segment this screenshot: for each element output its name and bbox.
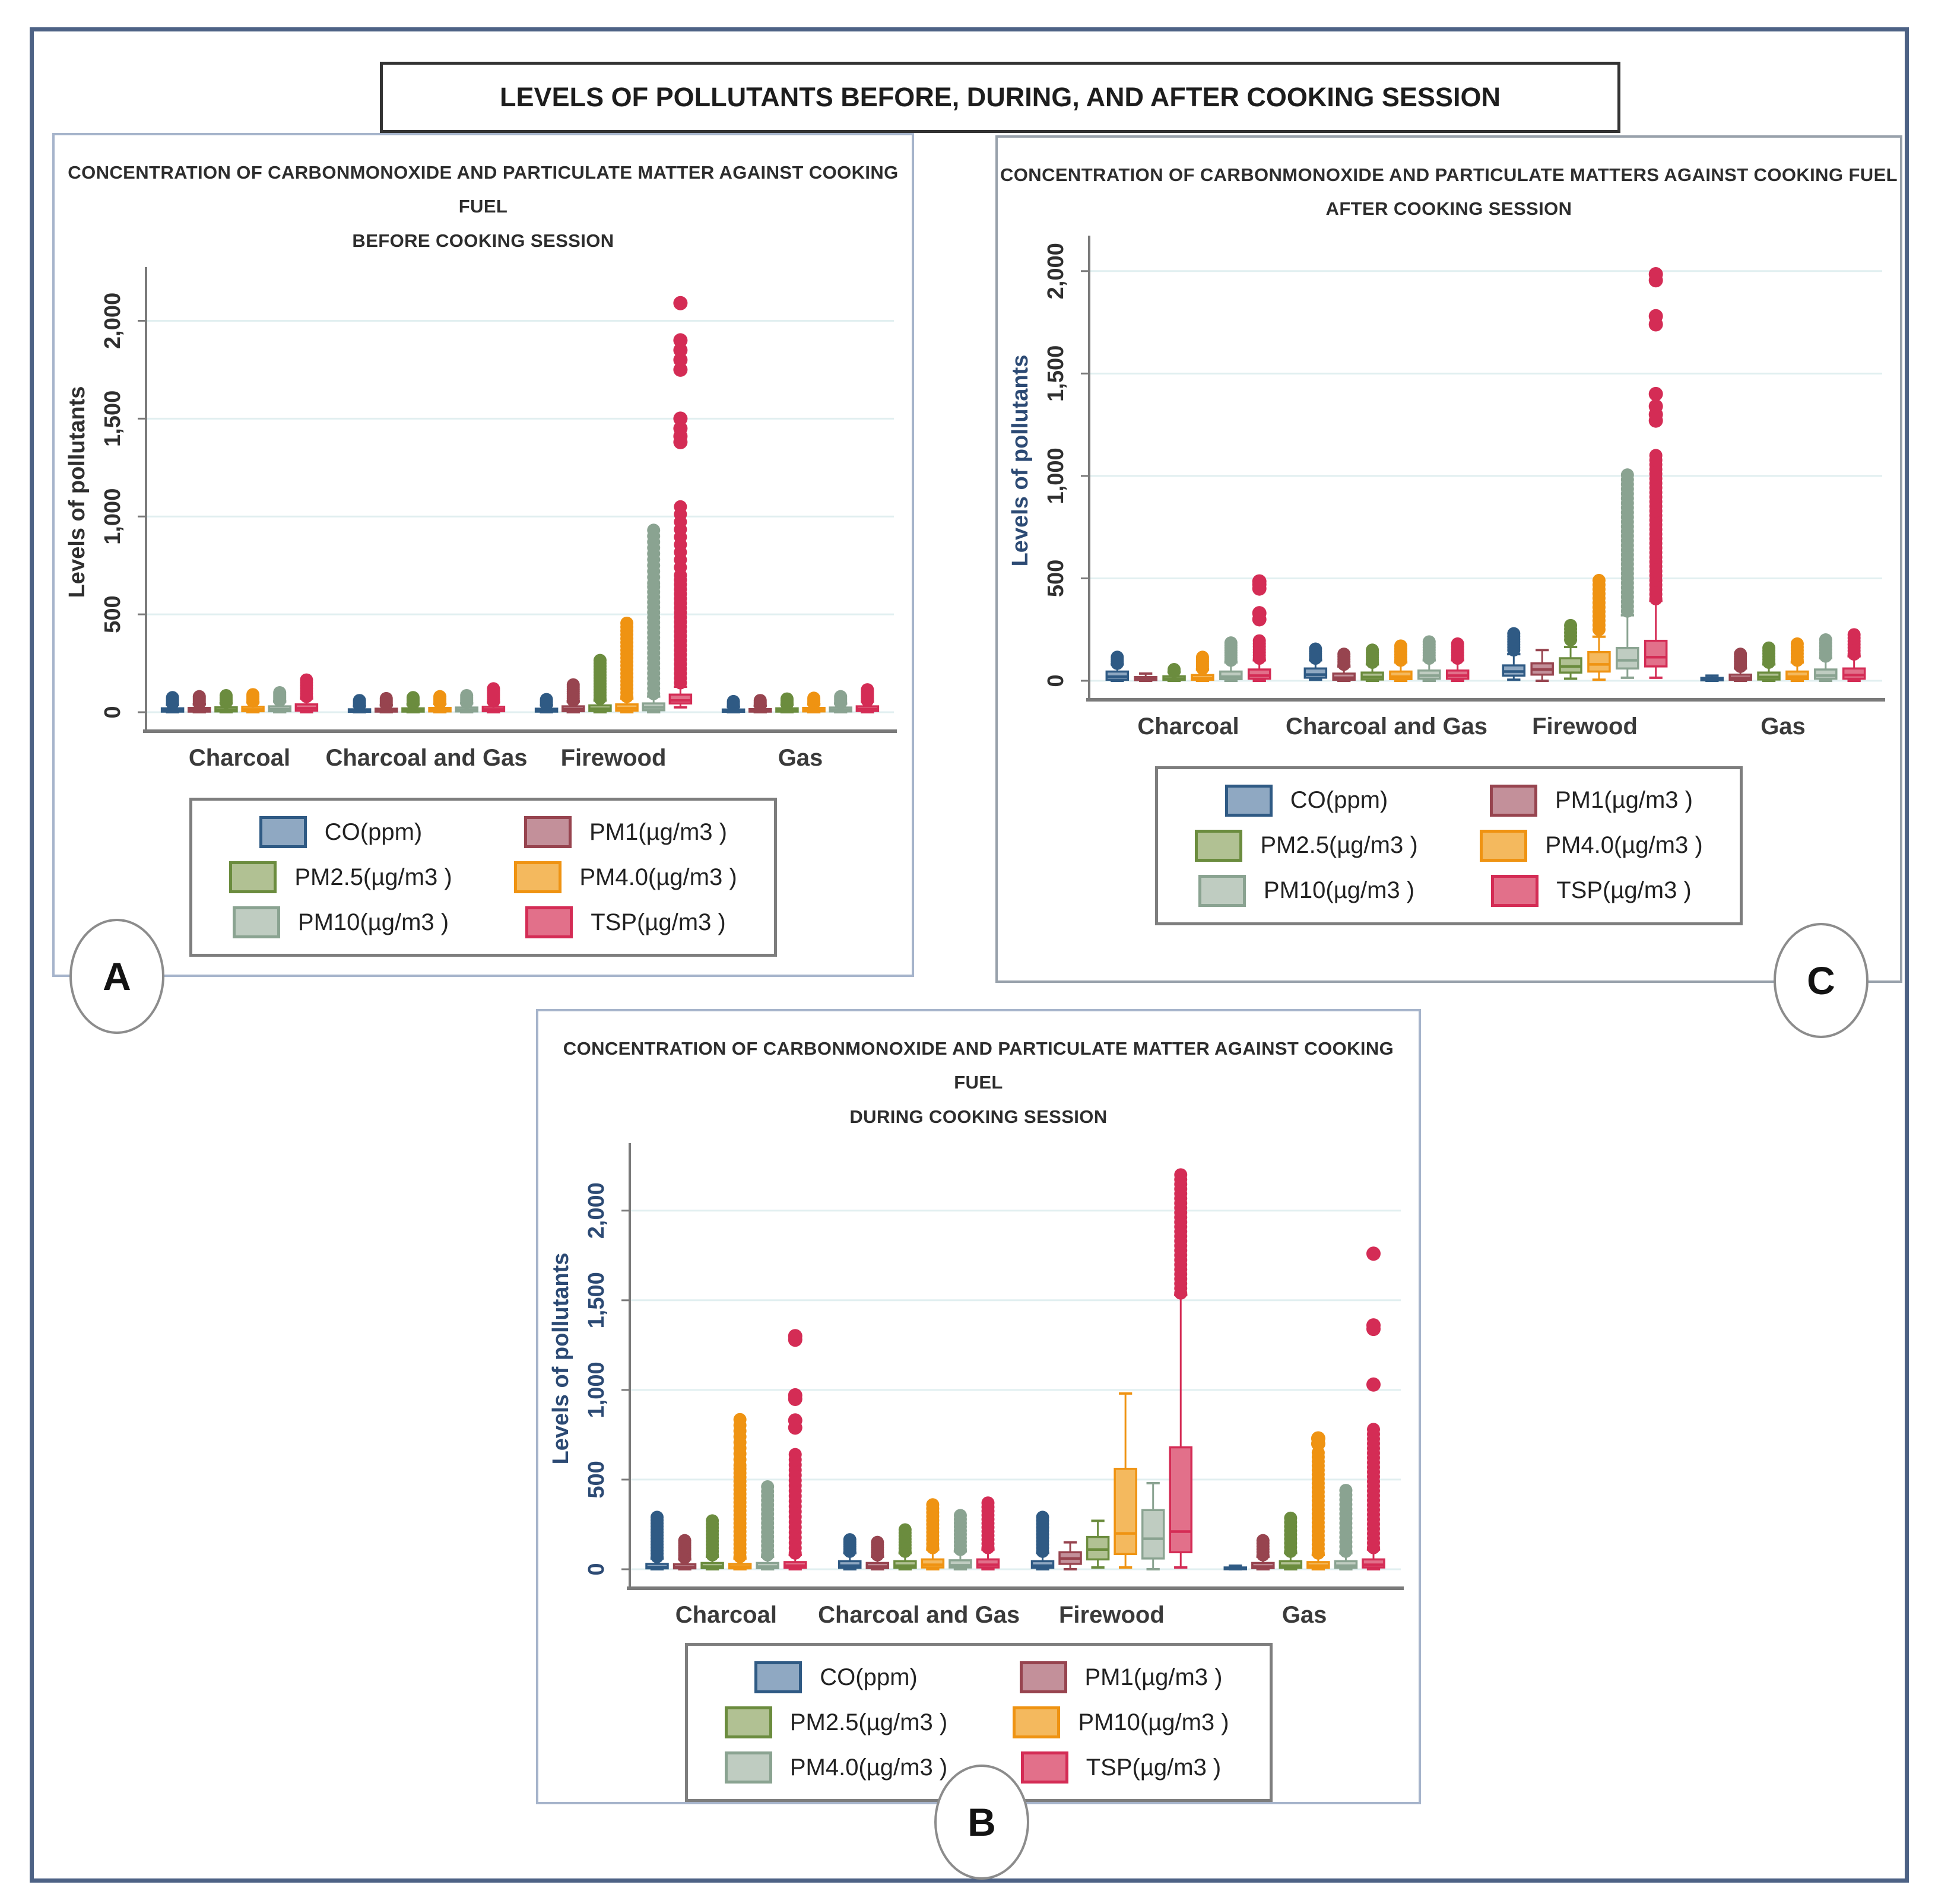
panel-before <box>52 133 914 977</box>
panel-before-title <box>55 156 912 258</box>
boxplot-sage <box>1815 633 1836 681</box>
boxplot-crimson <box>1447 637 1468 681</box>
boxplot-maroon <box>563 678 584 712</box>
boxplot-green <box>1087 1521 1109 1567</box>
boxplot-crimson <box>1645 267 1667 678</box>
legend-label: PM4.0(µg/m3 ) <box>579 864 737 890</box>
boxplot-chart-after <box>1000 226 1898 760</box>
x-category-label: Charcoal and Gas <box>818 1602 1020 1629</box>
legend-after <box>1155 766 1743 925</box>
legend-label: PM2.5(µg/m3 ) <box>1260 832 1418 859</box>
boxplot-sage <box>830 690 851 712</box>
legend-swatch-orange <box>514 861 562 893</box>
legend-label: PM1(µg/m3 ) <box>1084 1664 1223 1690</box>
legend-item <box>991 1661 1252 1693</box>
y-tick-label: 2,000 <box>584 1182 609 1239</box>
legend-item <box>495 861 756 893</box>
boxplot-crimson <box>785 1329 806 1569</box>
panel-badge-c-label: C <box>1807 959 1835 1002</box>
boxplot-orange <box>1115 1394 1136 1567</box>
x-category-label: Charcoal <box>1137 713 1239 740</box>
legend-swatch-blue <box>1225 785 1273 817</box>
boxplot-sage <box>950 1509 971 1569</box>
legend-label: CO(ppm) <box>820 1664 918 1690</box>
boxplot-crimson <box>483 682 504 712</box>
gridlines <box>146 320 894 712</box>
box-group-firewood <box>536 296 691 712</box>
boxplot-maroon <box>189 690 210 712</box>
boxplot-green <box>1560 619 1581 679</box>
boxplot-crimson <box>1170 1168 1191 1567</box>
boxplot-orange <box>616 617 637 712</box>
legend-swatch-sage <box>233 906 280 938</box>
x-category-label: Gas <box>1281 1602 1327 1629</box>
boxplot-crimson <box>1249 574 1270 680</box>
boxplot-green <box>589 654 611 712</box>
boxplot-sage <box>1220 636 1242 681</box>
y-tick-label: 1,000 <box>584 1362 609 1419</box>
panel-after-title-line2: AFTER COOKING SESSION <box>1325 198 1572 220</box>
boxplot-green <box>1163 663 1185 681</box>
legend-label: PM1(µg/m3 ) <box>1555 787 1693 814</box>
boxplot-sage <box>643 523 664 712</box>
x-category-label: Charcoal and Gas <box>325 745 528 772</box>
y-tick-label: 1,000 <box>1043 448 1068 504</box>
panel-after-title <box>1000 158 1898 226</box>
boxplot-blue <box>1701 675 1723 681</box>
boxplot-sage <box>1143 1483 1164 1569</box>
boxplot-maroon <box>1333 648 1354 681</box>
boxplot-maroon <box>1060 1543 1081 1569</box>
legend-item <box>1176 785 1437 817</box>
panel-before-title-line1: CONCENTRATION OF CARBONMONOXIDE AND PARTICULATE MATTER AGAINST COOKING FUEL <box>68 162 899 217</box>
y-tick-label: 2,000 <box>100 292 125 350</box>
legend-item <box>1461 875 1722 907</box>
boxplot-green <box>1758 641 1779 680</box>
boxplot-maroon <box>1135 674 1156 681</box>
panel-badge-b-label: B <box>968 1800 996 1844</box>
boxplot-orange <box>729 1413 751 1569</box>
boxplot-orange <box>1308 1431 1329 1569</box>
panel-badge-a-label: A <box>103 954 131 998</box>
panel-during <box>536 1009 1421 1804</box>
boxplot-green <box>402 691 424 712</box>
boxplot-orange <box>803 691 824 712</box>
boxplot-green <box>776 693 798 712</box>
legend-label: PM10(µg/m3 ) <box>1263 877 1415 904</box>
box-group-firewood <box>1032 1168 1192 1569</box>
y-tick-label: 500 <box>1043 559 1068 597</box>
boxplot-blue <box>1225 1566 1246 1569</box>
panel-badge-c <box>1774 923 1869 1038</box>
legend-item <box>706 1706 967 1738</box>
legend-item <box>1461 785 1722 817</box>
legend-label: TSP(µg/m3 ) <box>1556 877 1692 904</box>
y-axis-title: Levels of pollutants <box>65 386 90 598</box>
x-category-label: Gas <box>1760 713 1806 740</box>
x-category-label: Firewood <box>1532 713 1638 740</box>
panel-during-title-line1: CONCENTRATION OF CARBONMONOXIDE AND PARTICULATE MATTER AGAINST COOKING FUEL <box>563 1038 1394 1093</box>
legend-label: PM4.0(µg/m3 ) <box>1545 832 1703 859</box>
boxplot-orange <box>1192 650 1213 681</box>
legend-swatch-maroon <box>1490 785 1537 817</box>
panel-during-title-line2: DURING COOKING SESSION <box>849 1106 1108 1127</box>
legend-item <box>1461 830 1722 862</box>
boxplot-green <box>1362 643 1383 681</box>
boxplot-orange <box>1588 574 1610 680</box>
panel-badge-a <box>69 919 164 1034</box>
boxplot-chart-during <box>541 1134 1416 1637</box>
boxplot-blue <box>723 695 744 713</box>
boxplot-maroon <box>1730 648 1751 681</box>
y-tick-label: 500 <box>100 595 125 633</box>
legend-item <box>991 1751 1252 1784</box>
legend-swatch-sage <box>1198 875 1246 907</box>
boxplot-crimson <box>977 1496 998 1569</box>
x-category-label: Firewood <box>560 745 667 772</box>
legend-label: CO(ppm) <box>324 818 423 845</box>
boxplot-blue <box>162 691 183 712</box>
y-tick-label: 1,500 <box>584 1272 609 1329</box>
boxplot-blue <box>1305 642 1326 680</box>
y-axis-title: Levels of pollutants <box>548 1252 573 1465</box>
legend-label: PM10(µg/m3 ) <box>1078 1709 1229 1735</box>
boxplot-maroon <box>867 1536 888 1569</box>
boxplot-maroon <box>750 694 771 712</box>
legend-swatch-orange <box>1013 1706 1060 1738</box>
legend-item <box>991 1706 1252 1738</box>
x-category-label: Gas <box>778 745 823 772</box>
legend-swatch-green <box>725 1706 772 1738</box>
box-group-charcoal <box>1106 574 1270 680</box>
panel-after-title-line1: CONCENTRATION OF CARBONMONOXIDE AND PARTICULATE MATTERS AGAINST COOKING FUEL <box>1000 164 1898 185</box>
boxplot-maroon <box>674 1534 696 1569</box>
legend-item <box>495 906 756 938</box>
boxplot-blue <box>1503 627 1524 680</box>
y-axis-ticks <box>1043 243 1089 687</box>
x-category-label: Charcoal <box>675 1602 777 1629</box>
legend-item <box>706 1751 967 1784</box>
legend-item <box>210 906 471 938</box>
boxplot-crimson <box>1844 628 1865 681</box>
legend-label: TSP(µg/m3 ) <box>591 909 726 935</box>
legend-label: PM10(µg/m3 ) <box>297 909 449 935</box>
legend-label: PM1(µg/m3 ) <box>589 818 727 845</box>
boxplot-orange <box>1787 637 1808 681</box>
x-category-label: Charcoal and Gas <box>1285 713 1488 740</box>
box-group-charcoal-and-gas <box>839 1496 999 1569</box>
box-group-gas <box>1701 628 1864 681</box>
box-group-charcoal-and-gas <box>1305 635 1468 681</box>
legend-swatch-sage <box>725 1751 772 1784</box>
legend-item <box>1176 830 1437 862</box>
legend-item <box>210 816 471 848</box>
panel-badge-b <box>934 1765 1029 1880</box>
legend-label: PM4.0(µg/m3 ) <box>789 1754 948 1781</box>
x-category-label: Firewood <box>1058 1602 1165 1629</box>
boxplot-maroon <box>1531 650 1553 681</box>
panel-after <box>995 135 1902 983</box>
boxplot-green <box>1280 1512 1301 1569</box>
boxplot-sage <box>1419 635 1440 681</box>
panel-before-title-line2: BEFORE COOKING SESSION <box>352 230 614 251</box>
legend-swatch-maroon <box>1020 1661 1067 1693</box>
y-tick-label: 2,000 <box>1043 242 1068 300</box>
boxplot-orange <box>922 1498 943 1569</box>
box-group-firewood <box>1503 267 1666 681</box>
box-group-gas <box>1225 1246 1384 1569</box>
y-axis-ticks <box>100 293 146 719</box>
boxplot-blue <box>1032 1510 1054 1569</box>
y-tick-label: 500 <box>584 1461 609 1499</box>
boxplot-sage <box>456 689 477 712</box>
legend-item <box>210 861 471 893</box>
box-group-charcoal-and-gas <box>349 682 505 712</box>
boxplot-sage <box>1617 468 1638 678</box>
legend-swatch-blue <box>259 816 307 848</box>
legend-swatch-green <box>229 861 277 893</box>
box-group-charcoal <box>646 1329 806 1569</box>
legend-label: PM2.5(µg/m3 ) <box>789 1709 948 1735</box>
y-tick-label: 1,000 <box>100 488 125 545</box>
legend-item <box>1176 875 1437 907</box>
panel-during-title <box>538 1032 1419 1134</box>
boxplot-maroon <box>1252 1534 1274 1569</box>
boxplot-crimson <box>1363 1246 1384 1569</box>
box-group-gas <box>723 683 878 712</box>
y-tick-label: 0 <box>584 1563 609 1576</box>
y-axis-ticks <box>584 1182 630 1575</box>
y-axis-title: Levels of pollutants <box>1008 354 1033 567</box>
boxplot-blue <box>349 694 370 712</box>
y-tick-label: 0 <box>100 706 125 719</box>
y-tick-label: 1,500 <box>100 390 125 447</box>
boxplot-green <box>702 1514 723 1569</box>
boxplot-crimson <box>857 683 878 712</box>
boxplot-blue <box>839 1533 861 1569</box>
boxplot-orange <box>1390 639 1411 681</box>
boxplot-orange <box>242 688 264 712</box>
legend-swatch-blue <box>754 1661 802 1693</box>
legend-item <box>495 816 756 848</box>
boxplot-blue <box>1106 650 1128 681</box>
legend-swatch-crimson <box>1021 1751 1068 1784</box>
gridlines <box>1089 271 1882 680</box>
boxplot-blue <box>536 693 557 712</box>
box-group-charcoal <box>162 674 318 712</box>
boxplot-green <box>894 1524 916 1569</box>
legend-item <box>706 1661 967 1693</box>
legend-label: PM2.5(µg/m3 ) <box>294 864 452 890</box>
legend-label: TSP(µg/m3 ) <box>1086 1754 1222 1781</box>
legend-swatch-orange <box>1480 830 1527 862</box>
boxplot-maroon <box>376 692 397 712</box>
legend-swatch-crimson <box>525 906 573 938</box>
boxplot-chart-before <box>57 258 909 792</box>
y-tick-label: 0 <box>1043 674 1068 687</box>
boxplot-orange <box>429 690 451 712</box>
boxplot-green <box>215 689 237 712</box>
boxplot-sage <box>269 686 290 712</box>
legend-before <box>189 798 777 957</box>
boxplot-sage <box>757 1480 778 1569</box>
legend-label: CO(ppm) <box>1290 787 1388 814</box>
main-title-box <box>380 62 1620 133</box>
boxplot-sage <box>1335 1484 1356 1569</box>
legend-swatch-green <box>1195 830 1242 862</box>
legend-swatch-crimson <box>1491 875 1539 907</box>
main-title: LEVELS OF POLLUTANTS BEFORE, DURING, AND AFTER COOKING SESSION <box>500 82 1501 112</box>
boxplot-crimson <box>296 674 317 712</box>
boxplot-crimson <box>670 296 691 707</box>
x-category-label: Charcoal <box>188 745 291 772</box>
boxplot-blue <box>646 1510 668 1569</box>
legend-swatch-maroon <box>524 816 572 848</box>
y-tick-label: 1,500 <box>1043 345 1068 402</box>
